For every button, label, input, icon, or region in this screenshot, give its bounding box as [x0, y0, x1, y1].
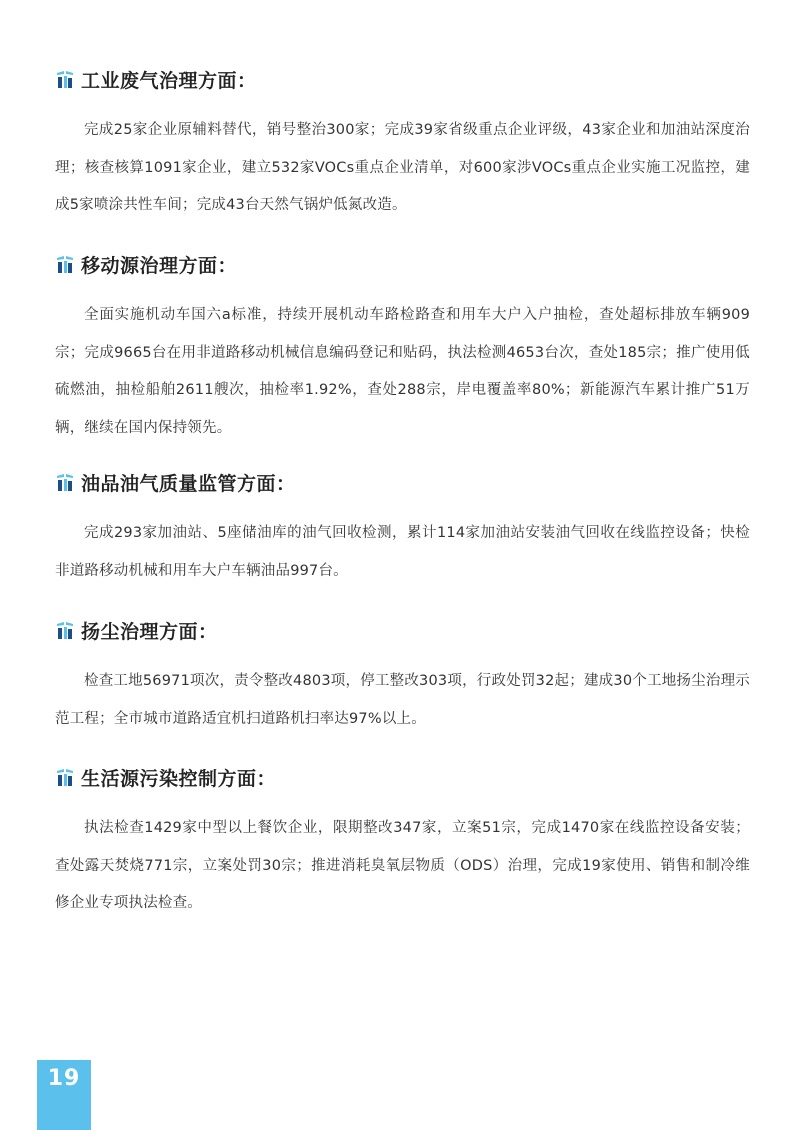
- chimney-icon: [55, 472, 75, 492]
- chimney-icon: [55, 69, 75, 89]
- page-number: 19: [37, 1060, 91, 1130]
- section-body: 执法检查1429家中型以上餐饮企业，限期整改347家，立案51宗，完成1470家在线监控设备安装；查处露天焚烧771宗，立案处罚30宗；推进消耗臭氧层物质（ODS）治理，完成19家使用、销售和制冷维修企业专项执法检查。: [55, 820, 750, 911]
- section-mobile-source: [55, 249, 750, 447]
- chimney-icon: [55, 767, 75, 787]
- section-title: 油品油气质量监管方面：: [81, 472, 296, 495]
- section-title: 工业废气治理方面：: [81, 69, 257, 92]
- section-industrial-gas: [55, 64, 750, 225]
- section-title: 扬尘治理方面：: [81, 620, 218, 643]
- section-body: 完成293家加油站、5座储油库的油气回收检测，累计114家加油站安装油气回收在线监控设备；快检非道路移动机械和用车大户车辆油品997台。: [55, 525, 750, 579]
- section-heading: [55, 762, 750, 792]
- chimney-icon: [55, 254, 75, 274]
- section-domestic-pollution: [55, 762, 750, 923]
- section-body: 检查工地56971项次，责令整改4803项，停工整改303项，行政处罚32起；建成30个工地扬尘治理示范工程；全市城市道路适宜机扫道路机扫率达97%以上。: [55, 673, 750, 727]
- section-heading: [55, 249, 750, 279]
- section-oil-quality: [55, 467, 750, 590]
- section-heading: [55, 64, 750, 94]
- section-body: 完成25家企业原辅料替代，销号整治300家；完成39家省级重点企业评级，43家企业和加油站深度治理；核查核算1091家企业，建立532家VOCs重点企业清单，对600家涉VOCs重点企业实施工况监控，建成5家喷涂共性车间；完成43台天然气锅炉低氮改造。: [55, 122, 750, 213]
- section-body: 全面实施机动车国六a标准，持续开展机动车路检路查和用车大户入户抽检，查处超标排放车辆909宗；完成9665台在用非道路移动机械信息编码登记和贴码，执法检测4653台次，查处185宗；推广使用低硫燃油，抽检船舶2611艘次，抽检率1.92%，查处288宗，岸电覆盖率80%；新能源汽车累计推广51万辆，继续在国内保持领先。: [55, 307, 750, 436]
- section-title: 生活源污染控制方面：: [81, 767, 277, 790]
- section-dust-control: [55, 615, 750, 738]
- chimney-icon: [55, 620, 75, 640]
- section-heading: [55, 467, 750, 497]
- section-heading: [55, 615, 750, 645]
- section-title: 移动源治理方面：: [81, 254, 238, 277]
